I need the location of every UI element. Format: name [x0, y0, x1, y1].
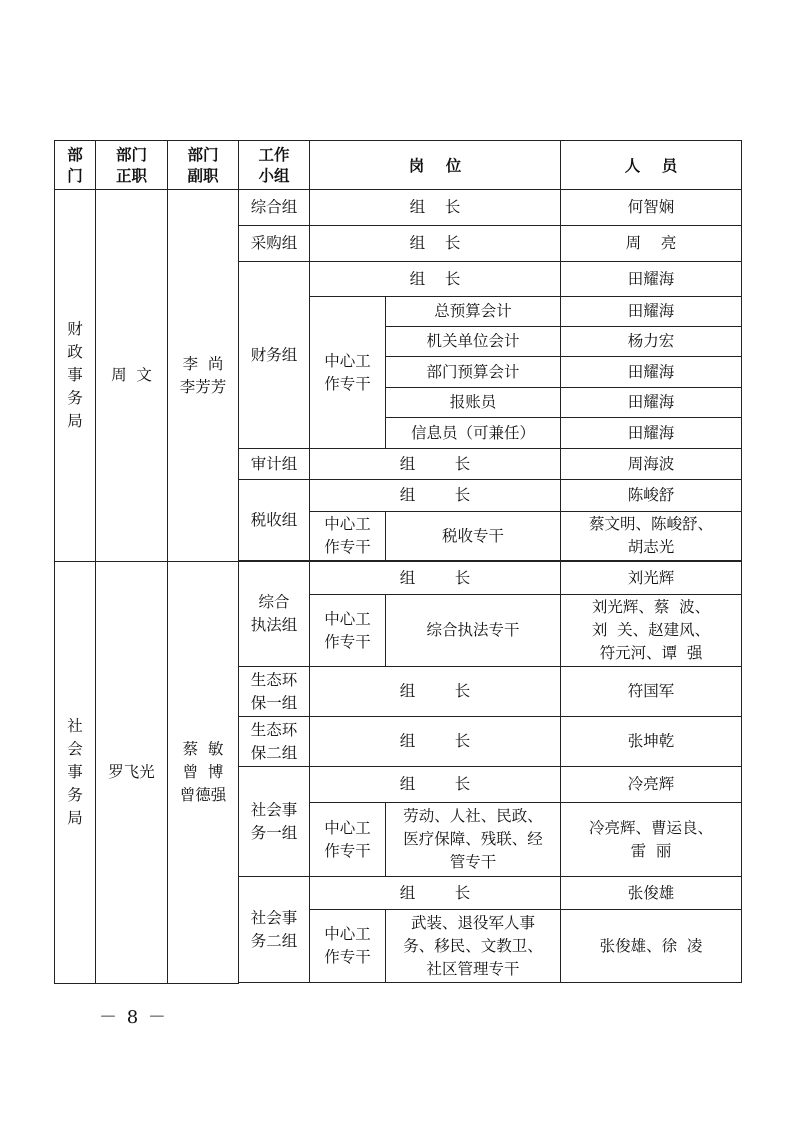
col-head: 部门 正职	[96, 141, 168, 190]
post-cell: 信息员（可兼任）	[386, 418, 561, 449]
staff-cell: 田耀海	[561, 388, 742, 418]
staff-cell: 田耀海	[561, 297, 742, 327]
staff-cell: 周 亮	[561, 226, 742, 262]
staff-cell: 何智娴	[561, 190, 742, 226]
staff-cell: 蔡文明、陈峻舒、 胡志光	[561, 512, 742, 561]
deputy-cell: 蔡 敏 曾 博 曾德强	[168, 562, 239, 984]
dept-cell: 社 会 事 务 局	[55, 562, 96, 984]
post-cell: 部门预算会计	[386, 357, 561, 388]
post-cell: 组 长	[310, 262, 561, 297]
center-cell: 中心工 作专干	[310, 512, 386, 561]
staff-cell: 张俊雄、徐 凌	[561, 910, 742, 983]
staff-cell: 杨力宏	[561, 327, 742, 357]
post-cell: 组 长	[310, 480, 561, 512]
post-cell: 报账员	[386, 388, 561, 418]
page-number: － 8 －	[99, 1007, 168, 1028]
group-cell: 采购组	[239, 226, 310, 262]
group-cell: 财务组	[239, 262, 310, 449]
post-cell: 组 长	[310, 767, 561, 803]
col-post: 岗 位	[310, 141, 561, 190]
post-cell: 组 长	[310, 717, 561, 767]
post-cell: 总预算会计	[386, 297, 561, 327]
center-cell: 中心工 作专干	[310, 803, 386, 877]
table-row	[55, 190, 742, 226]
group-cell: 社会事 务二组	[239, 877, 310, 983]
post-cell: 劳动、人社、民政、 医疗保障、残联、经 管专干	[386, 803, 561, 877]
personnel-table	[54, 140, 742, 984]
col-staff: 人 员	[561, 141, 742, 190]
post-cell: 组 长	[310, 449, 561, 480]
group-cell: 综合 执法组	[239, 562, 310, 667]
post-cell: 武装、退役军人事 务、移民、文教卫、 社区管理专干	[386, 910, 561, 983]
col-dept: 部 门	[55, 141, 96, 190]
post-cell: 组 长	[310, 190, 561, 226]
post-cell: 组 长	[310, 226, 561, 262]
staff-cell: 冷亮辉、曹运良、 雷 丽	[561, 803, 742, 877]
staff-cell: 田耀海	[561, 418, 742, 449]
group-cell: 生态环 保二组	[239, 717, 310, 767]
group-cell: 审计组	[239, 449, 310, 480]
center-cell: 中心工 作专干	[310, 910, 386, 983]
deputy-cell: 李 尚 李芳芳	[168, 190, 239, 562]
center-cell: 中心工 作专干	[310, 297, 386, 449]
post-cell: 组 长	[310, 877, 561, 910]
post-cell: 税收专干	[386, 512, 561, 561]
staff-cell: 刘光辉、蔡 波、 刘 关、赵建风、 符元河、谭 强	[561, 595, 742, 667]
staff-cell: 田耀海	[561, 357, 742, 388]
col-group: 工作 小组	[239, 141, 310, 190]
head-cell: 周 文	[96, 190, 168, 562]
post-cell: 综合执法专干	[386, 595, 561, 667]
staff-cell: 田耀海	[561, 262, 742, 297]
group-cell: 生态环 保一组	[239, 667, 310, 717]
staff-cell: 陈峻舒	[561, 480, 742, 512]
staff-cell: 符国军	[561, 667, 742, 717]
group-cell: 税收组	[239, 480, 310, 561]
post-cell: 组 长	[310, 667, 561, 717]
staff-cell: 周海波	[561, 449, 742, 480]
group-cell: 社会事 务一组	[239, 767, 310, 877]
staff-cell: 张俊雄	[561, 877, 742, 910]
group-cell: 综合组	[239, 190, 310, 226]
col-deputy: 部门 副职	[168, 141, 239, 190]
table-row	[55, 562, 742, 595]
staff-cell: 张坤乾	[561, 717, 742, 767]
post-cell: 机关单位会计	[386, 327, 561, 357]
post-cell: 组 长	[310, 562, 561, 595]
dept-cell: 财 政 事 务 局	[55, 190, 96, 562]
center-cell: 中心工 作专干	[310, 595, 386, 667]
head-cell: 罗飞光	[96, 562, 168, 984]
header-row	[55, 141, 742, 190]
staff-cell: 冷亮辉	[561, 767, 742, 803]
staff-cell: 刘光辉	[561, 562, 742, 595]
